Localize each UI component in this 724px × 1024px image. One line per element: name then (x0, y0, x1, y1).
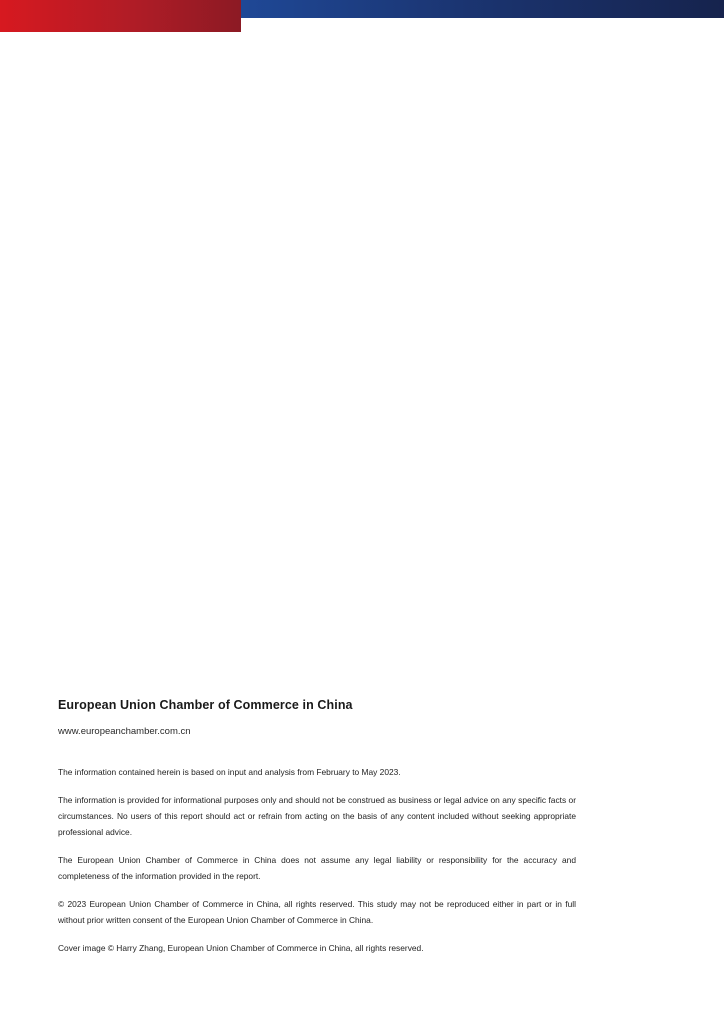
copyright-notice: © 2023 European Union Chamber of Commerce in China, all rights reserved. This study may not be reproduced either in part or in full without prior written consent of the European Union Chamber of Commerce in China. (58, 899, 576, 925)
header-red-bar (0, 0, 241, 32)
disclaimer-advice: The information is provided for informational purposes only and should not be construed as business or legal advice on any specific facts or circumstances. No users of this report should act or refrain from acting on the basis of any content included without seeking appropriate professional advice. (58, 795, 576, 837)
website-link[interactable]: www.europeanchamber.com.cn (58, 726, 191, 737)
header-color-band (0, 0, 724, 32)
imprint-section (58, 697, 576, 956)
header-blue-bar (241, 0, 724, 18)
organization-name: European Union Chamber of Commerce in China (58, 698, 353, 712)
data-source-note: The information contained herein is based on input and analysis from February to May 2023. (58, 767, 401, 777)
cover-image-credit: Cover image © Harry Zhang, European Union Chamber of Commerce in China, all rights reserved. (58, 943, 424, 953)
disclaimer-liability: The European Union Chamber of Commerce in China does not assume any legal liability or responsibility for the accuracy and completeness of the information provided in the report. (58, 855, 576, 881)
